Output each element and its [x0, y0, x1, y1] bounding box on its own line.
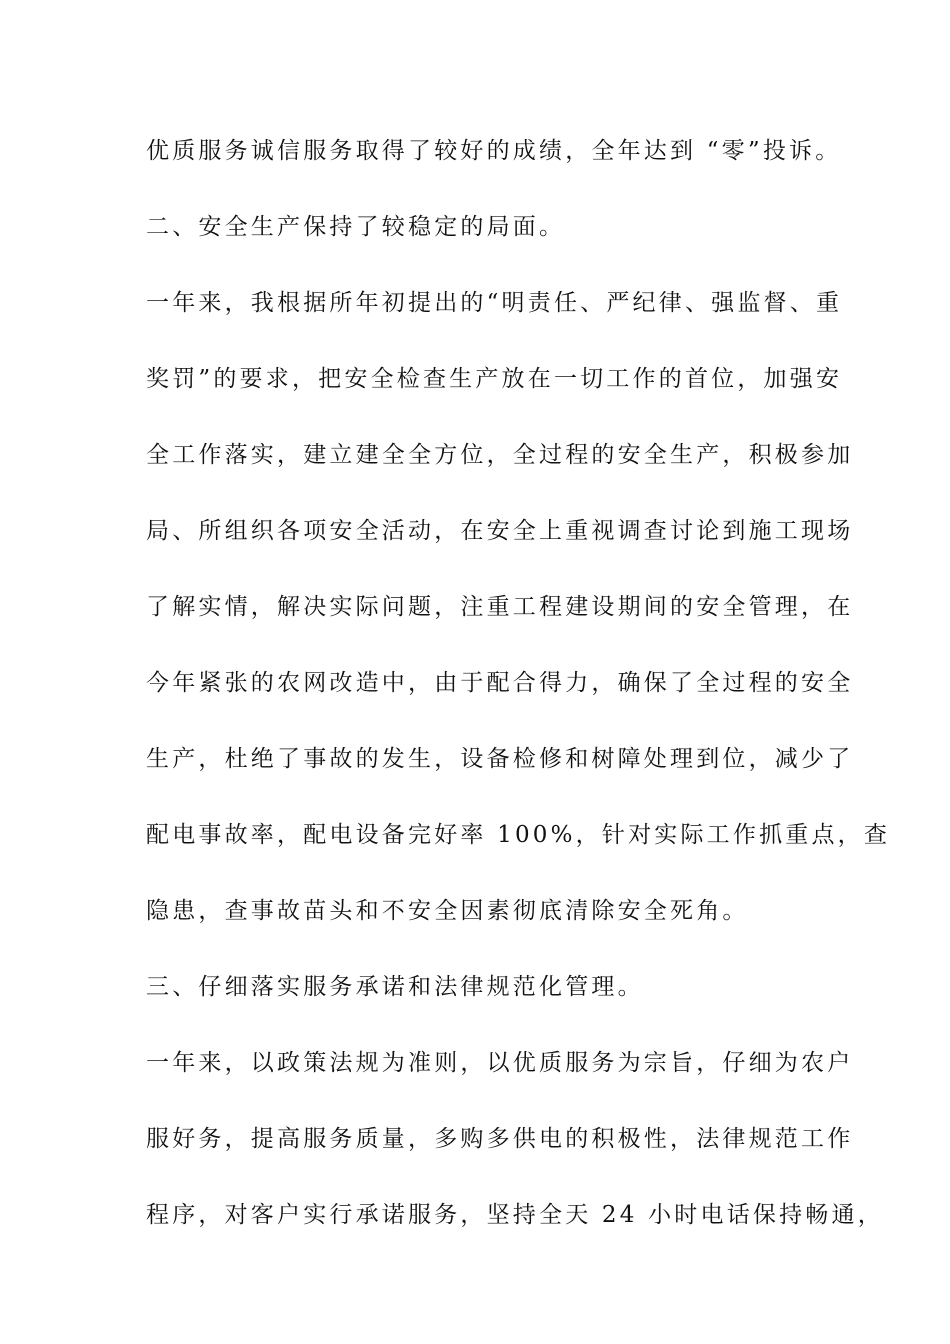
text-line: 服好务，提高服务质量，多购多供电的积极性，法律规范工作 [146, 1126, 854, 1152]
text-line: 全工作落实，建立建全全方位，全过程的安全生产，积极参加 [146, 442, 854, 468]
text-line: 一年来，以政策法规为准则，以优质服务为宗旨，仔细为农户 [146, 1050, 854, 1076]
text-line: 优质服务诚信服务取得了较好的成绩，全年达到 “零”投诉。 [146, 138, 842, 164]
text-line: 一年来，我根据所年初提出的“明责任、严纪律、强监督、重 [146, 290, 843, 316]
text-line: 程序，对客户实行承诺服务，坚持全天 24 小时电话保持畅通， [146, 1202, 884, 1228]
text-line: 局、所组织各项安全活动，在安全上重视调查讨论到施工现场 [146, 518, 854, 544]
text-line: 配电事故率，配电设备完好率 100%，针对实际工作抓重点，查 [146, 822, 891, 848]
text-line: 今年紧张的农网改造中，由于配合得力，确保了全过程的安全 [146, 670, 854, 696]
section-heading: 三、仔细落实服务承诺和法律规范化管理。 [146, 974, 644, 1000]
text-line: 隐患，查事故苗头和不安全因素彻底清除安全死角。 [146, 898, 749, 924]
text-line: 奖罚”的要求，把安全检查生产放在一切工作的首位，加强安 [146, 366, 843, 392]
text-line: 了解实情，解决实际问题，注重工程建设期间的安全管理，在 [146, 594, 854, 620]
text-line: 生产，杜绝了事故的发生，设备检修和树障处理到位，减少了 [146, 746, 854, 772]
section-heading: 二、安全生产保持了较稳定的局面。 [146, 214, 566, 240]
